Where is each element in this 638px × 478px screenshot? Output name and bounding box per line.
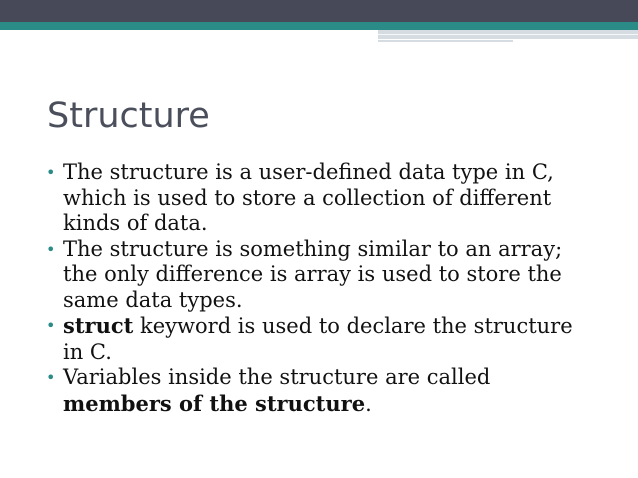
bullet-list bbox=[46, 160, 586, 417]
bullet-text: Variables inside the structure are called bbox=[63, 365, 491, 389]
bullet-end: . bbox=[365, 391, 372, 416]
bullet-dot-icon: • bbox=[46, 163, 56, 182]
bullet-emphasis: members of the structure bbox=[63, 390, 366, 416]
slide-title: Structure bbox=[47, 96, 210, 136]
bullet-dot-icon: • bbox=[46, 316, 56, 335]
decorative-bar-highlight bbox=[378, 34, 638, 35]
bullet-text: keyword is used to declare the structure in C. bbox=[63, 314, 573, 364]
bullet-item bbox=[46, 237, 586, 314]
bullet-text: The structure is something similar to an array; the only difference is array is used to store the same data types. bbox=[63, 236, 563, 312]
bullet-keyword: struct bbox=[63, 313, 134, 338]
bullet-item bbox=[46, 313, 586, 365]
bullet-item bbox=[46, 365, 586, 417]
bullet-dot-icon: • bbox=[46, 239, 56, 259]
bullet-dot-icon: • bbox=[46, 368, 56, 387]
accent-band bbox=[0, 22, 638, 30]
bullet-text: The structure is a user-defined data type in C, which is used to store a collection of different kinds of data. bbox=[63, 160, 554, 235]
top-header-band bbox=[0, 0, 638, 22]
bullet-item bbox=[46, 160, 586, 237]
decorative-underline bbox=[378, 40, 513, 42]
